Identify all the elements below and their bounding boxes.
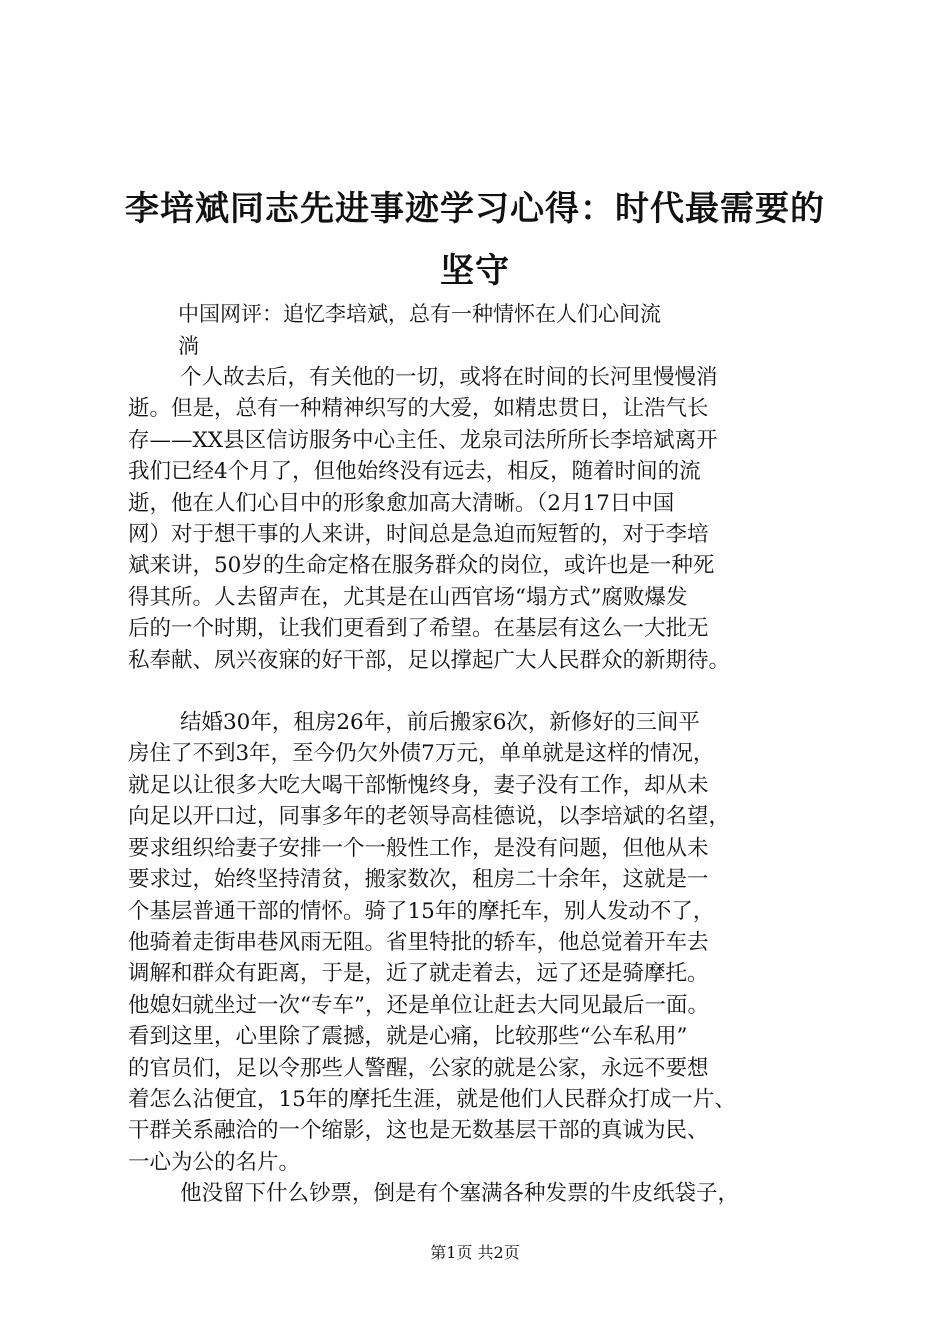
page-footer: 第1页 共2页 [430,1243,520,1262]
paragraph-1 [128,362,848,676]
paragraph-line: 存——XX县区信访服务中心主任、龙泉司法所所长李培斌离开 [128,427,718,453]
paragraph-2 [128,707,848,1178]
paragraph-line: 要求过，始终坚持清贫，搬家数次，租房二十余年，这就是一 [128,867,709,893]
paragraph-line: 要求组织给妻子安排一个一般性工作，是没有问题，但他从未 [128,835,709,861]
paragraph-3 [128,1178,848,1209]
paragraph-line: 他骑着走街串巷风雨无阻。省里特批的轿车，他总觉着开车去 [128,929,709,955]
subtitle-line-1: 中国网评：追忆李培斌，总有一种情怀在人们心间流 [178,302,661,326]
paragraph-line: 的官员们，足以令那些人警醒，公家的就是公家，永远不要想 [128,1055,709,1081]
paragraph-line: 私奉献、夙兴夜寐的好干部，足以撑起广大人民群众的新期待。 [128,647,731,673]
paragraph-line: 干群关系融洽的一个缩影，这也是无数基层干部的真诚为民、 [128,1118,709,1144]
paragraph-line: 就足以让很多大吃大喝干部惭愧终身，妻子没有工作，却从未 [128,772,709,798]
paragraph-line: 网）对于想干事的人来讲，时间总是急迫而短暂的，对于李培 [128,522,709,548]
paragraph-line: 调解和群众有距离，于是，近了就走着去，远了还是骑摩托。 [128,961,709,987]
paragraph-line: 斌来讲，50岁的生命定格在服务群众的岗位，或许也是一种死 [128,553,715,579]
document-subtitle [178,298,778,362]
paragraph-line: 逝。但是，总有一种精神织写的大爱，如精忠贯日，让浩气长 [128,396,709,422]
title-line-1: 李培斌同志先进事迹学习心得：时代最需要的 [125,189,825,229]
title-line-2: 坚守 [440,251,510,291]
paragraph-line: 房住了不到3年，至今仍欠外债7万元，单单就是这样的情况， [128,741,715,767]
paragraph-line: 他没留下什么钞票，倒是有个塞满各种发票的牛皮纸袋子， [180,1181,740,1207]
paragraph-line: 个人故去后，有关他的一切，或将在时间的长河里慢慢消 [180,365,718,390]
document-title [90,178,860,302]
paragraph-line: 个基层普通干部的情怀。骑了15年的摩托车，别人发动不了， [128,898,715,924]
paragraph-line: 向足以开口过，同事多年的老领导高桂德说，以李培斌的名望， [128,804,731,830]
paragraph-line: 后的一个时期，让我们更看到了希望。在基层有这么一大批无 [128,616,709,642]
paragraph-line: 得其所。人去留声在，尤其是在山西官场“塌方式”腐败爆发 [128,584,688,610]
paragraph-line: 逝，他在人们心目中的形象愈加高大清晰。（2月17日中国 [128,490,675,516]
paragraph-line: 着怎么沾便宜，15年的摩托生涯，就是他们人民群众打成一片、 [128,1086,736,1112]
paragraph-line: 他媳妇就坐过一次“专车”，还是单位让赶去大同见最后一面。 [128,992,709,1018]
document-body [128,362,848,1210]
paragraph-line: 看到这里，心里除了震撼，就是心痛，比较那些“公车私用” [128,1024,688,1050]
paragraph-line: 一心为公的名片。 [128,1149,301,1175]
paragraph-gap [128,676,848,707]
paragraph-line: 我们已经4个月了，但他始终没有远去，相反，随着时间的流 [128,459,701,485]
subtitle-line-2: 淌 [178,334,199,358]
paragraph-line: 结婚30年，租房26年，前后搬家6次，新修好的三间平 [180,710,700,736]
